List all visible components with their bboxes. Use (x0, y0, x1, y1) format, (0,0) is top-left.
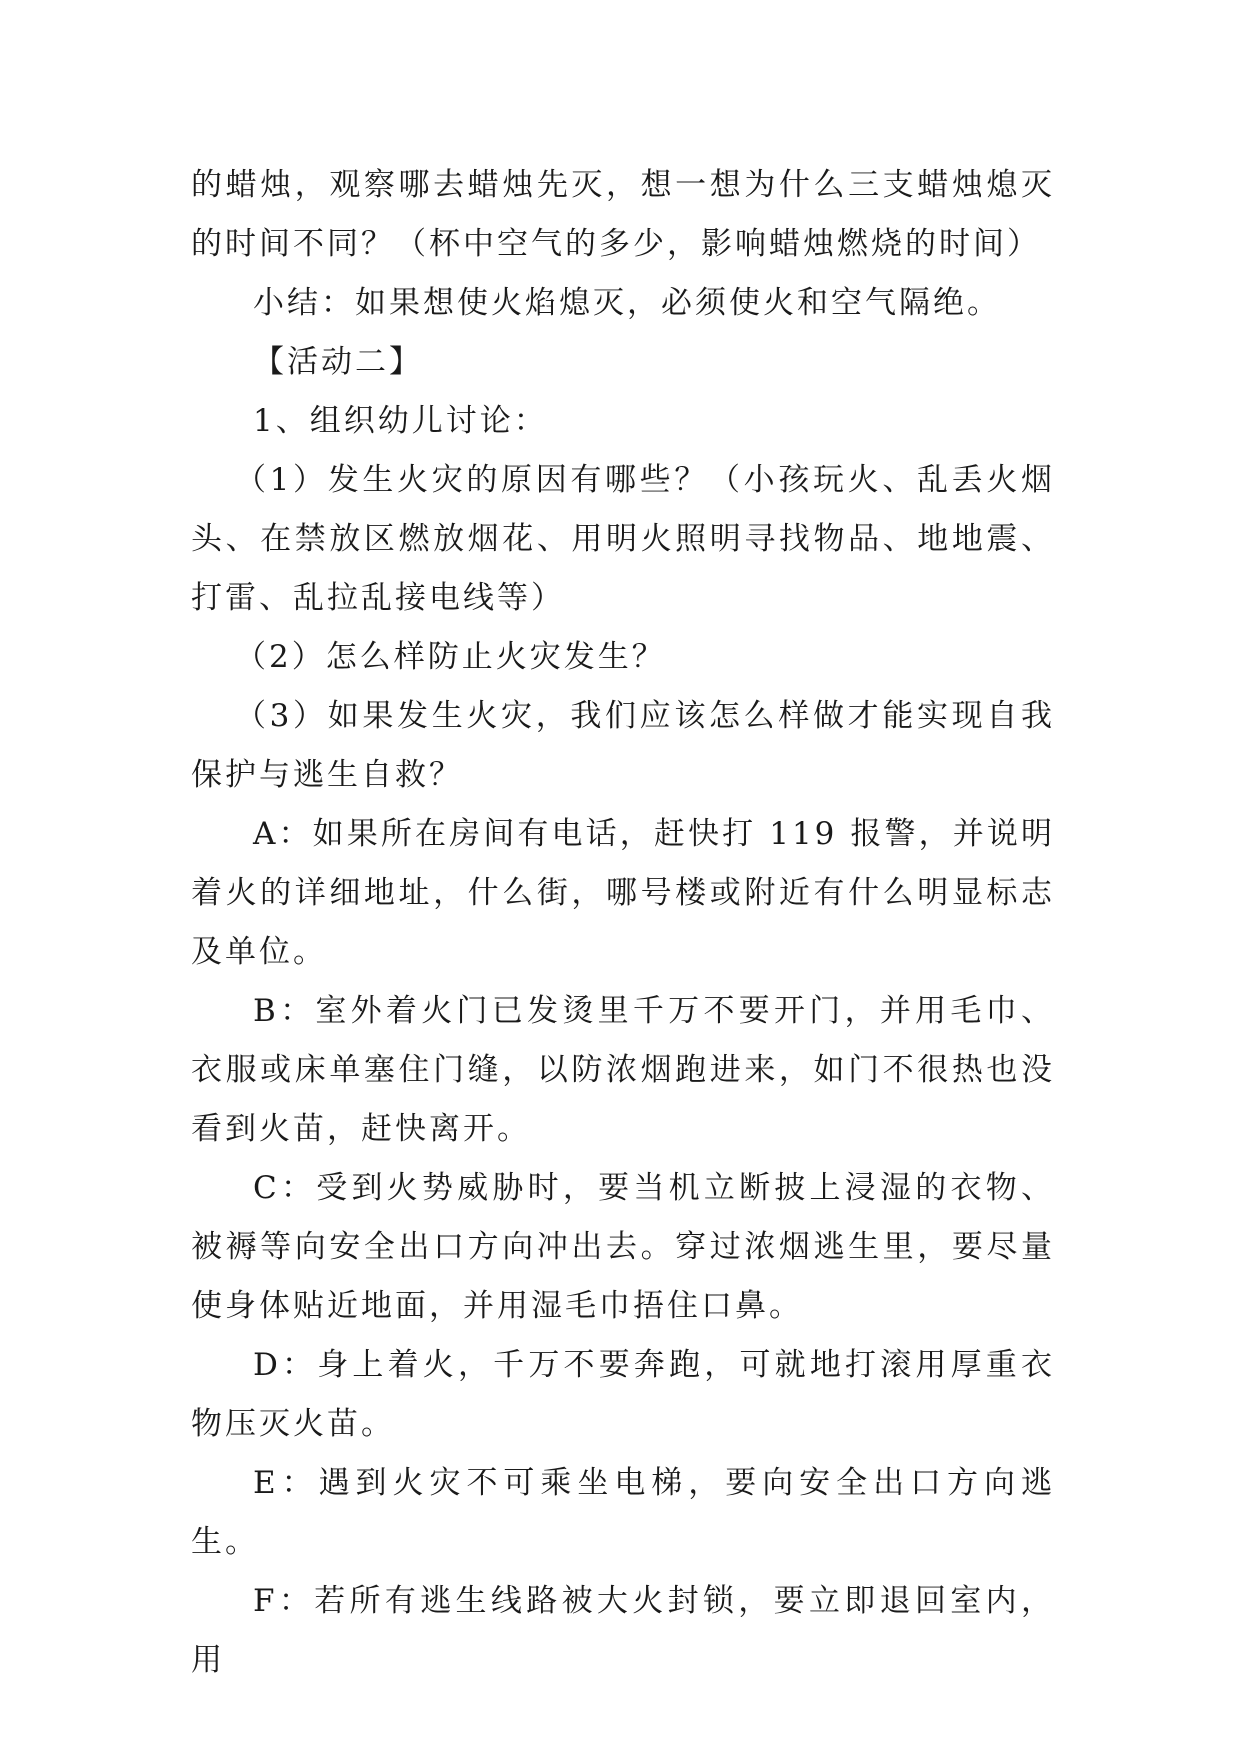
paragraph-item-d: D：身上着火，千万不要奔跑，可就地打滚用厚重衣物压灭火苗。 (191, 1347, 1055, 1442)
paragraph-item-c: C：受到火势威胁时，要当机立断披上浸湿的衣物、被褥等向安全出口方向冲出去。穿过浓烟逃生里，要尽量使身体贴近地面，并用湿毛巾捂住口鼻。 (191, 1170, 1055, 1324)
paragraph-question-2: （2）怎么样防止火灾发生？ (235, 639, 666, 675)
paragraph-question-1: （1）发生火灾的原因有哪些？（小孩玩火、乱丢火烟头、在禁放区燃放烟花、用明火照明寻找物品、地地震、打雷、乱拉乱接电线等） (191, 462, 1055, 616)
document-body (191, 156, 1055, 1690)
paragraph-summary: 小结：如果想使火焰熄灭，必须使火和空气隔绝。 (253, 285, 1001, 321)
paragraph-item-b: B：室外着火门已发烫里千万不要开门，并用毛巾、衣服或床单塞住门缝，以防浓烟跑进来，如门不很热也没看到火苗，赶快离开。 (191, 993, 1055, 1147)
paragraph-question-3: （3）如果发生火灾，我们应该怎么样做才能实现自我保护与逃生自救？ (191, 698, 1055, 793)
paragraph-item-a: A：如果所在房间有电话，赶快打 119 报警，并说明着火的详细地址，什么街，哪号楼或附近有什么明显标志及单位。 (191, 816, 1055, 970)
paragraph-continuation: 的蜡烛，观察哪去蜡烛先灭，想一想为什么三支蜡烛熄灭的时间不同？（杯中空气的多少，影响蜡烛燃烧的时间） (191, 167, 1055, 262)
paragraph-item-e: E：遇到火灾不可乘坐电梯，要向安全出口方向逃生。 (191, 1465, 1055, 1560)
section-heading-activity-two: 【活动二】 (253, 344, 423, 380)
paragraph-discussion-intro: 1、组织幼儿讨论： (253, 403, 548, 439)
paragraph-item-f: F：若所有逃生线路被大火封锁，要立即退回室内，用 (191, 1583, 1055, 1678)
